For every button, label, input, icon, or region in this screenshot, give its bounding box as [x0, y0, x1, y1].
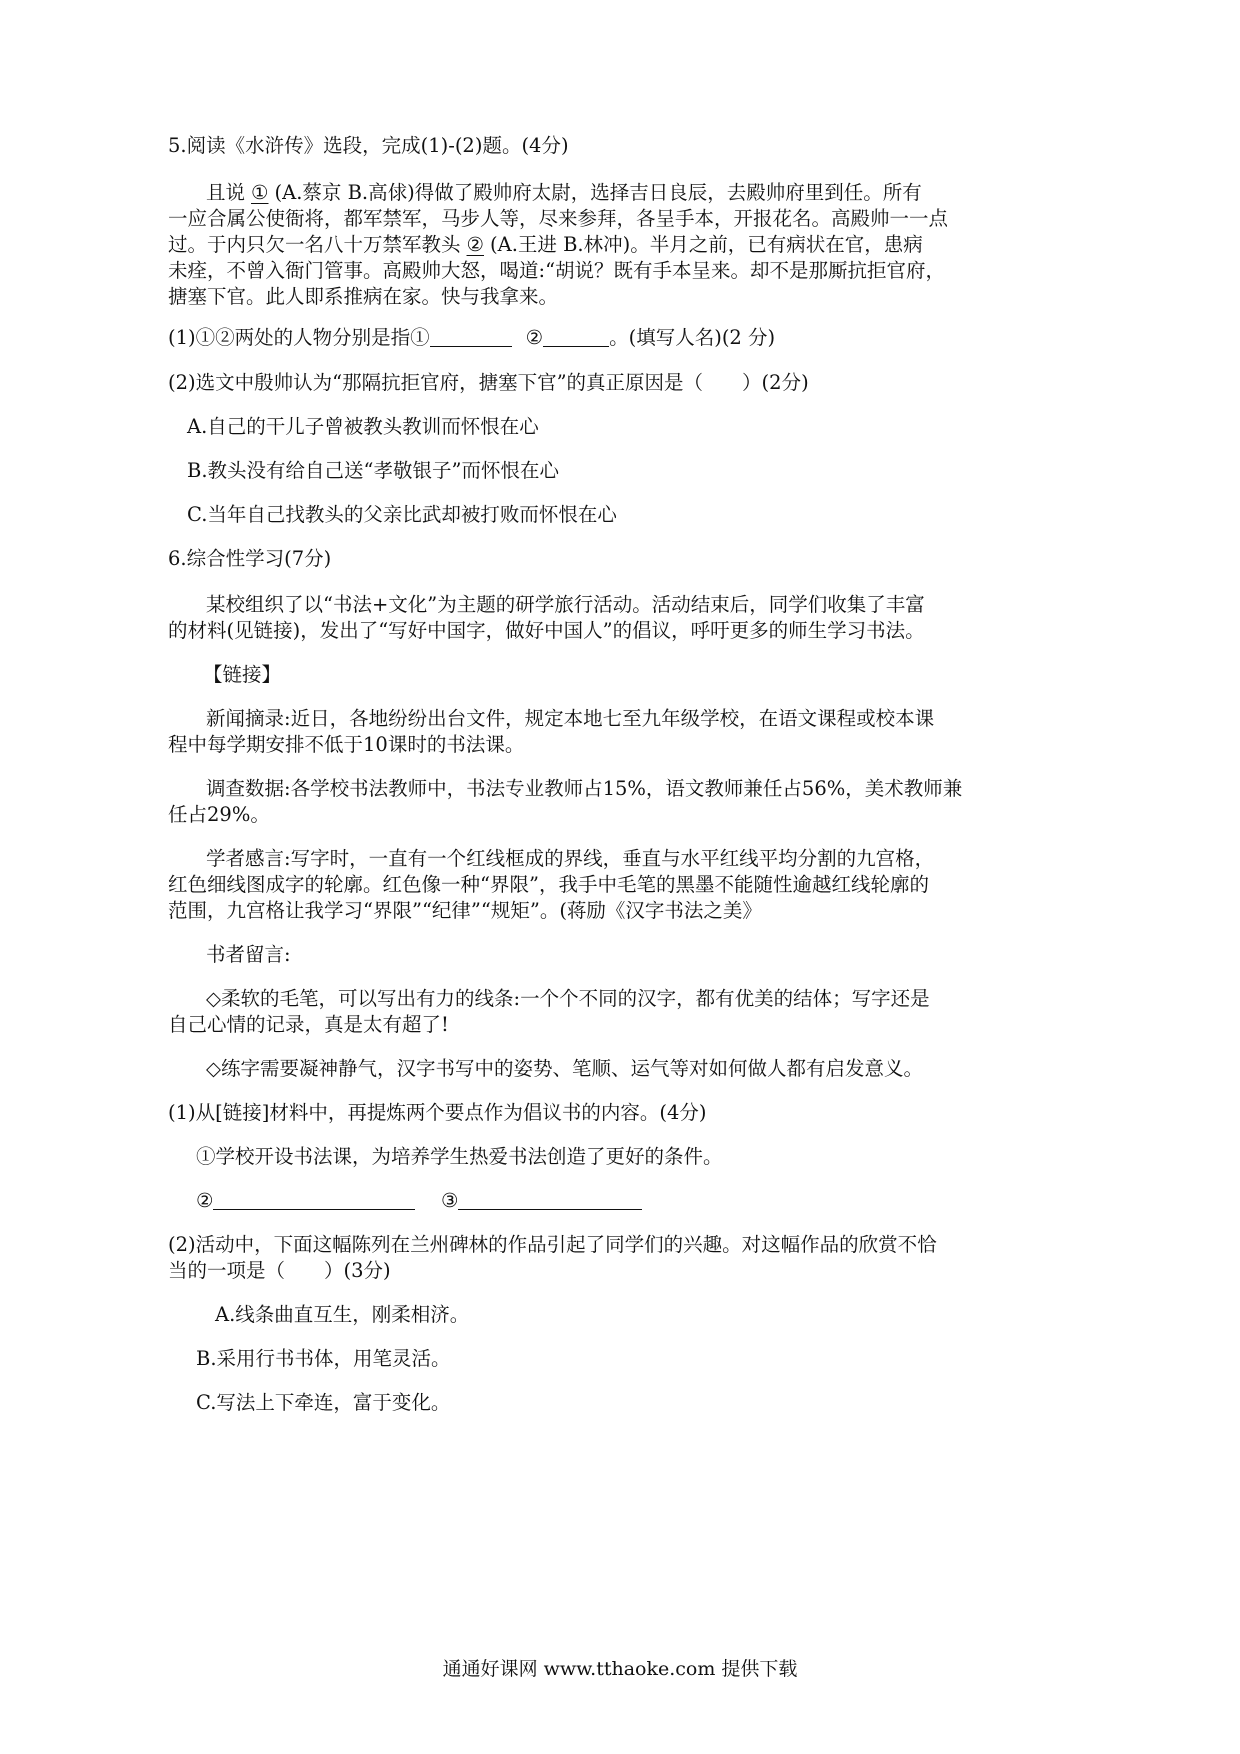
answer-blank-2[interactable] — [543, 326, 609, 347]
passage-text: (A.王进 B.林冲)。半月之前，已有病状在官，患病 — [490, 233, 923, 256]
q5-passage-line-1 — [206, 180, 922, 206]
news-line-1: 新闻摘录:近日，各地纷纷出台文件，规定本地七至九年级学校，在语文课程或校本课 — [206, 707, 935, 730]
q5-title: 5.阅读《水浒传》选段，完成(1)-(2)题。(4分) — [168, 134, 569, 157]
q5-passage-line-5: 搪塞下官。此人即系推病在家。快与我拿来。 — [168, 285, 559, 308]
q5-option-a: A.自己的干儿子曾被教头教训而怀恨在心 — [187, 415, 539, 438]
sub1-text: 。(填写人名)(2 分) — [609, 326, 776, 349]
q5-passage-line-2: 一应合属公使衙将，都军禁军，马步人等，尽来参拜，各呈手本，开报花名。高殿帅一一点 — [168, 207, 949, 230]
answer-blank-1[interactable] — [430, 326, 512, 347]
q6-sub1-item-2 — [196, 1188, 415, 1214]
q6-intro-line-2: 的材料(见链接)，发出了“写好中国字，做好中国人”的倡议，呼吁更多的师生学习书法。 — [168, 619, 925, 642]
q5-passage-line-3 — [168, 232, 923, 258]
q6-intro-line-1: 某校组织了以“书法+文化”为主题的研学旅行活动。活动结束后，同学们收集了丰富 — [206, 593, 925, 616]
writer-note-1-line-2: 自己心情的记录，真是太有超了! — [168, 1013, 449, 1036]
q6-sub1: (1)从[链接]材料中，再提炼两个要点作为倡议书的内容。(4分) — [168, 1101, 707, 1124]
writer-note-2: ◇练字需要凝神静气，汉字书写中的姿势、笔顺、运气等对如何做人都有启发意义。 — [206, 1057, 923, 1080]
scholar-line-2: 红色细线图成字的轮廓。红色像一种“界限”，我手中毛笔的黑墨不能随性逾越红线轮廓的 — [168, 873, 929, 896]
q6-sub1-item-1: ①学校开设书法课，为培养学生热爱书法创造了更好的条件。 — [196, 1145, 723, 1168]
blank-1-marker: ① — [251, 181, 269, 204]
q6-option-b: B.采用行书书体，用笔灵活。 — [196, 1347, 451, 1370]
answer-blank-point-3[interactable] — [458, 1189, 642, 1210]
news-line-2: 程中每学期安排不低于10课时的书法课。 — [168, 733, 525, 756]
q6-sub2-line-1: (2)活动中，下面这幅陈列在兰州碑林的作品引起了同学们的兴趣。对这幅作品的欣赏不恰 — [168, 1233, 937, 1256]
q5-sub2: (2)选文中殷帅认为“那隔抗拒官府，搪塞下官”的真正原因是（ ）(2分) — [168, 371, 809, 394]
q6-sub2-line-2: 当的一项是（ ）(3分) — [168, 1259, 391, 1282]
sub1-text: ② — [525, 326, 544, 349]
survey-line-2: 任占29%。 — [168, 803, 270, 826]
q5-passage-line-4: 未痊，不曾入衙门管事。高殿帅大怒，喝道:“胡说？既有手本呈来。却不是那厮抗拒官府， — [168, 259, 946, 282]
item-marker: ③ — [441, 1189, 459, 1212]
writer-heading: 书者留言: — [206, 943, 291, 966]
link-heading: 【链接】 — [203, 663, 282, 686]
q6-option-a: A.线条曲直互生，刚柔相济。 — [215, 1303, 470, 1326]
survey-line-1: 调查数据:各学校书法教师中，书法专业教师占15%，语文教师兼任占56%，美术教师兼 — [206, 777, 963, 800]
answer-blank-point-2[interactable] — [213, 1189, 415, 1210]
q6-option-c: C.写法上下牵连，富于变化。 — [196, 1391, 451, 1414]
writer-note-1-line-1: ◇柔软的毛笔，可以写出有力的线条:一个个不同的汉字，都有优美的结体；写字还是 — [206, 987, 930, 1010]
scholar-line-3: 范围，九宫格让我学习“界限”“纪律”“规矩”。(蒋励《汉字书法之美》 — [168, 899, 762, 922]
q5-option-c: C.当年自己找教头的父亲比武却被打败而怀恨在心 — [187, 503, 617, 526]
passage-text: 过。于内只欠一名八十万禁军教头 — [168, 233, 461, 256]
scholar-line-1: 学者感言:写字时，一直有一个红线框成的界线，垂直与水平红线平均分割的九宫格， — [206, 847, 935, 870]
item-marker: ② — [196, 1189, 214, 1212]
q5-sub1 — [168, 325, 775, 351]
page-footer: 通通好课网 www.tthaoke.com 提供下载 — [442, 1658, 798, 1680]
passage-text: 且说 — [206, 181, 246, 204]
blank-2-marker: ② — [466, 233, 484, 256]
q6-title: 6.综合性学习(7分) — [168, 547, 332, 570]
q5-option-b: B.教头没有给自己送“孝敬银子”而怀恨在心 — [187, 459, 559, 482]
passage-text: (A.蔡京 B.高俅)得做了殿帅府太尉，选择吉日良辰，去殿帅府里到任。所有 — [274, 181, 922, 204]
sub1-text: (1)①②两处的人物分别是指① — [168, 326, 430, 349]
q6-sub1-item-3 — [441, 1188, 642, 1214]
